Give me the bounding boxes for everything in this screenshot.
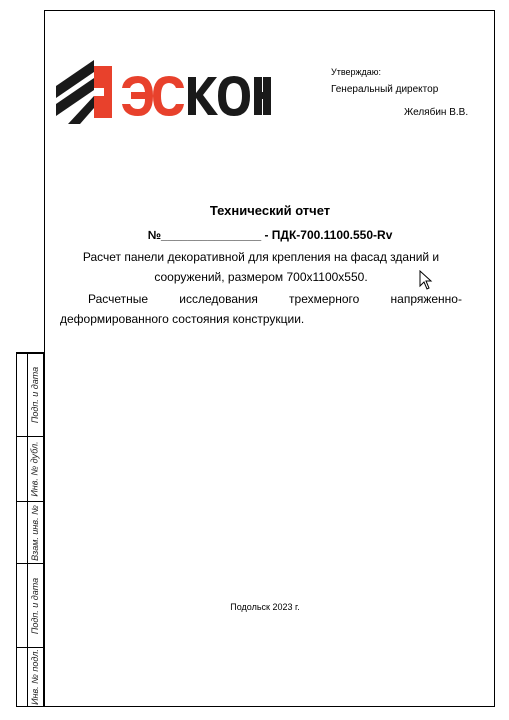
margin-label: Инв. № подл. — [30, 649, 41, 705]
research-line-2: деформированного состояния конструкции. — [60, 312, 305, 326]
logo-letters-k-o-n — [188, 76, 271, 116]
number-code: - ПДК-700.1100.550-Rv — [261, 228, 393, 242]
eskon-logo — [56, 58, 271, 124]
approval-name: Желябин В.В. — [404, 107, 469, 118]
report-title: Технический отчет — [209, 203, 331, 218]
margin-label: Взам. инв. № — [30, 504, 41, 561]
margin-cell-dupl — [17, 436, 43, 501]
description-line-2: сооружений, размером 700х1100х550. — [154, 270, 368, 284]
description-line-1: Расчет панели декоративной для крепления на фасад зданий и — [82, 250, 440, 264]
approval-position: Генеральный директор — [331, 84, 439, 95]
margin-label: Подп. и дата — [30, 577, 40, 634]
margin-cell-sign-date-1 — [17, 353, 43, 436]
number-prefix: № — [147, 228, 162, 242]
logo-mark-icon — [56, 60, 112, 124]
approval-label: Утверждаю: — [331, 67, 382, 77]
report-number — [60, 228, 480, 242]
margin-label: Подп. и дата — [30, 366, 40, 424]
report-description — [60, 247, 462, 287]
margin-cell-replace — [17, 501, 43, 563]
research-word: Расчетные — [88, 292, 149, 306]
city-year: Подольск 2023 г. — [230, 602, 300, 612]
margin-stamp-table — [16, 352, 44, 707]
research-line-1 — [60, 289, 462, 309]
report-research — [60, 289, 462, 329]
margin-cell-sign-date-2 — [17, 563, 43, 647]
research-word: трехмерного — [289, 292, 360, 306]
research-word: исследования — [179, 292, 258, 306]
number-blank: _______________ — [161, 228, 262, 242]
research-word: напряженно- — [390, 292, 462, 306]
logo-letters-e-s — [122, 76, 184, 116]
margin-cell-orig — [17, 647, 43, 706]
mouse-cursor-icon — [419, 270, 433, 290]
margin-label: Инв. № дубл. — [30, 441, 41, 497]
